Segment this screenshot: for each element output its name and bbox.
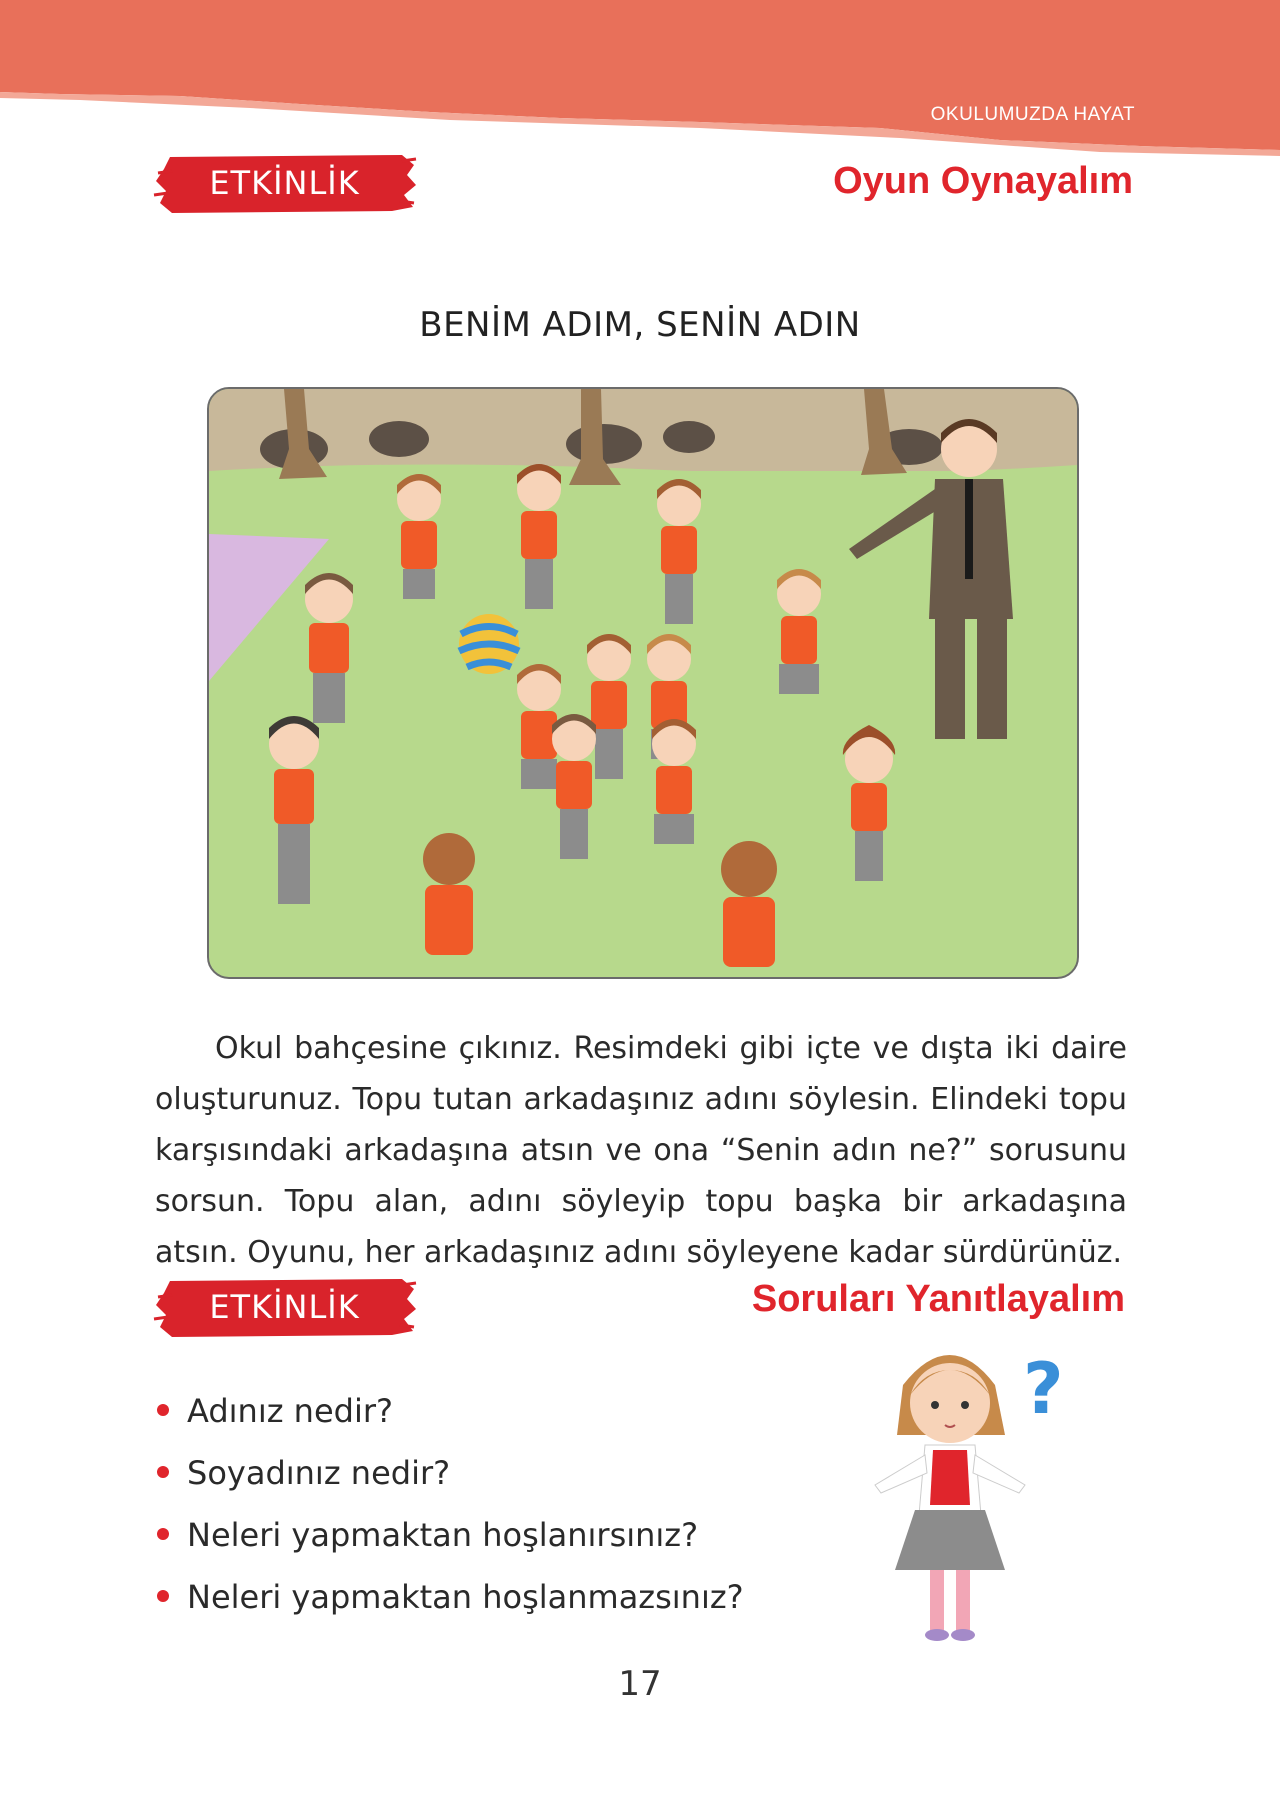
question-list <box>155 1380 744 1628</box>
question-item: Neleri yapmaktan hoşlanırsınız? <box>155 1504 744 1566</box>
thinking-girl-illustration <box>855 1325 1095 1655</box>
bullet-icon <box>157 1528 169 1540</box>
section-title-2: Soruları Yanıtlayalım <box>751 1278 1125 1320</box>
activity-badge-label: ETKİNLİK <box>209 164 360 202</box>
section-title: Oyun Oynayalım <box>833 160 1133 202</box>
header-band <box>0 0 1280 170</box>
bullet-icon <box>157 1404 169 1416</box>
activity-title: BENİM ADIM, SENİN ADIN <box>419 305 861 345</box>
activity-badge <box>152 151 417 215</box>
question-item: Neleri yapmaktan hoşlanmazsınız? <box>155 1566 744 1628</box>
svg-text:?: ? <box>1023 1348 1064 1430</box>
question-item: Soyadınız nedir? <box>155 1442 744 1504</box>
bullet-icon <box>157 1590 169 1602</box>
activity-badge-2-label: ETKİNLİK <box>209 1288 360 1326</box>
activity-badge-2 <box>152 1275 417 1339</box>
unit-title: OKULUMUZDA HAYAT <box>930 104 1135 125</box>
activity-instructions: Okul bahçesine çıkınız. Resimdeki gibi içte ve dışta iki daire oluşturunuz. Topu tutan arkadaşınız adını söylesin. Elindeki topu karşısındaki arkadaşına atsın ve ona “Senin adın ne?” sorusunu sorsun. Topu alan, adını söyleyip topu başka bir arkadaşına atsın. Oyunu, her arkadaşınız adını söyleyene kadar sürdürünüz. <box>155 1031 1127 1270</box>
question-item: Adınız nedir? <box>155 1380 744 1442</box>
playground-illustration <box>207 387 1079 979</box>
page-number: 17 <box>618 1664 662 1704</box>
bullet-icon <box>157 1466 169 1478</box>
